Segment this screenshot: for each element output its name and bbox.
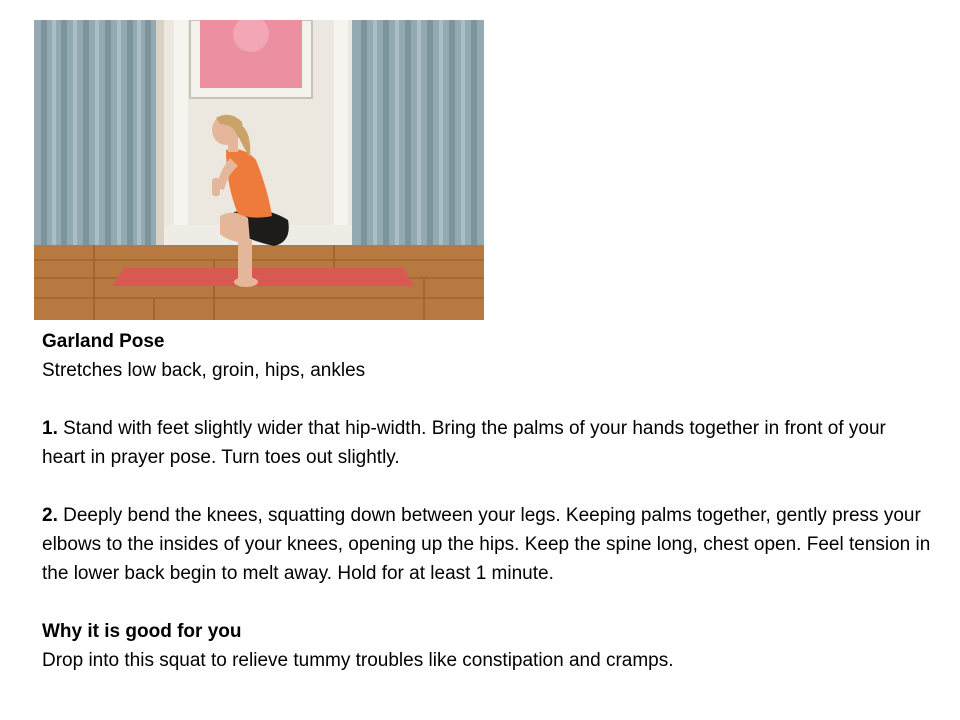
pose-title: Garland Pose [42, 331, 165, 352]
step-number: 1. [42, 418, 58, 439]
yoga-garland-pose-photo [34, 20, 484, 320]
step-1 [42, 414, 932, 472]
benefit-heading: Why it is good for you [42, 621, 242, 642]
benefit-text: Drop into this squat to relieve tummy troubles like constipation and cramps. [42, 650, 674, 671]
spacer [42, 385, 932, 414]
step-2 [42, 501, 932, 588]
step-number: 2. [42, 505, 58, 526]
spacer [42, 472, 932, 501]
pose-subtitle: Stretches low back, groin, hips, ankles [42, 360, 366, 381]
pose-description [42, 327, 932, 675]
spacer [42, 588, 932, 617]
step-text: Stand with feet slightly wider that hip-width. Bring the palms of your hands together in front of your heart in prayer pose. Turn toes out slightly. [42, 418, 886, 468]
step-text: Deeply bend the knees, squatting down between your legs. Keeping palms together, gently press your elbows to the insides of your knees, opening up the hips. Keep the spine long, chest open. Feel tension in the lower back begin to melt away. Hold for at least 1 minute. [42, 505, 931, 584]
